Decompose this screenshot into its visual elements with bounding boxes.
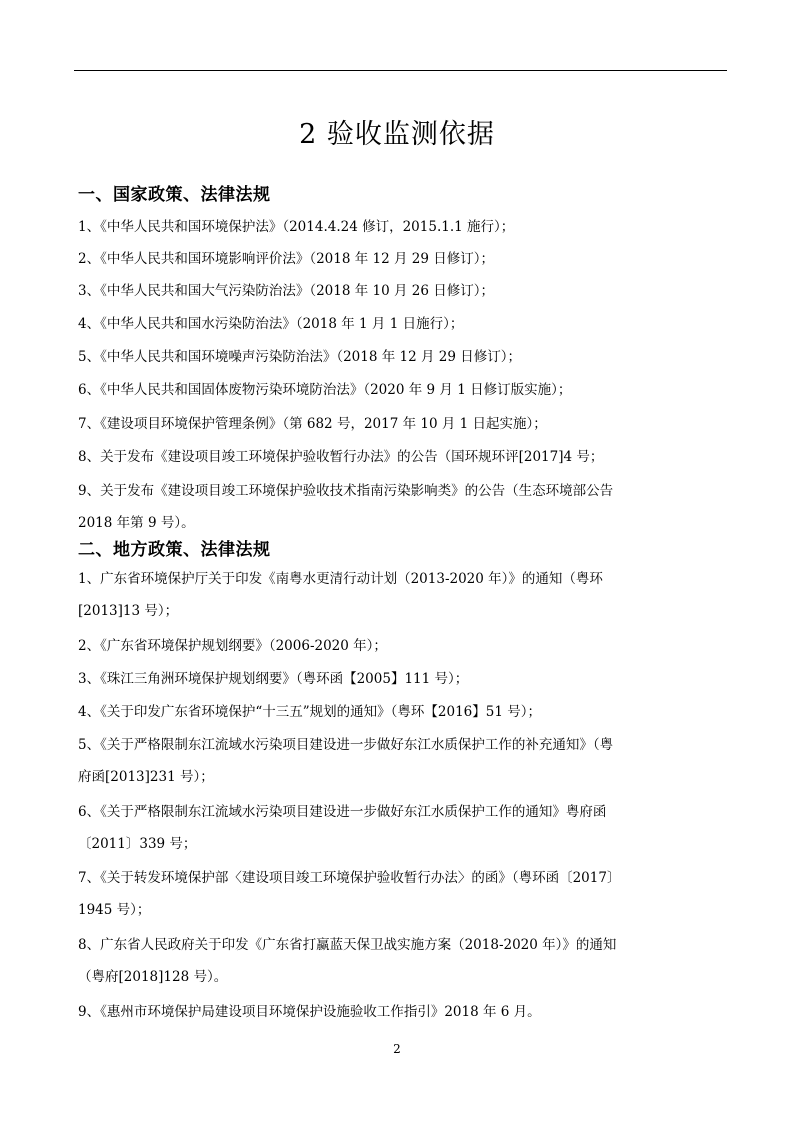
list-item <box>78 729 726 793</box>
list-item <box>78 408 726 440</box>
item-line: 3、《中华人民共和国大气污染防治法》（2018 年 10 月 26 日修订）； <box>78 283 495 299</box>
list-item <box>78 308 726 340</box>
item-line: 2018 年第 9 号）。 <box>78 515 195 531</box>
item-line: 1、广东省环境保护厅关于印发《南粤水更清行动计划（2013-2020 年）》的通知（粤环 <box>78 571 603 587</box>
page-number: 2 <box>393 1042 401 1056</box>
list-item <box>78 663 726 695</box>
list-item <box>78 441 726 473</box>
list-item <box>78 862 726 926</box>
item-line: （粤府[2018]128 号）。 <box>78 969 228 985</box>
item-line: 2、《中华人民共和国环境影响评价法》（2018 年 12 月 29 日修订）； <box>78 251 495 267</box>
item-line: 7、《关于转发环境保护部〈建设项目竣工环境保护验收暂行办法〉的函》（粤环函〔2017〕 <box>78 870 621 886</box>
list-item <box>78 211 726 243</box>
item-line: 9、关于发布《建设项目竣工环境保护验收技术指南污染影响类》的公告（生态环境部公告 <box>78 483 614 499</box>
item-line: 1、《中华人民共和国环境保护法》（2014.4.24 修订，2015.1.1 施行）； <box>78 219 515 235</box>
list-item <box>78 475 726 539</box>
item-line: 2、《广东省环境保护规划纲要》（2006-2020 年）； <box>78 638 387 654</box>
item-line: 1945 号）； <box>78 902 151 918</box>
list-item <box>78 341 726 373</box>
item-line: 8、关于发布《建设项目竣工环境保护验收暂行办法》的公告（国环规环评[2017]4 号； <box>78 449 604 465</box>
list-item <box>78 275 726 307</box>
item-line: 4、《中华人民共和国水污染防治法》（2018 年 1 月 1 日施行）； <box>78 316 464 332</box>
list-item <box>78 996 726 1028</box>
document-title: 2 验收监测依据 <box>299 119 495 150</box>
list-item <box>78 374 726 406</box>
item-line: 5、《中华人民共和国环境噪声污染防治法》（2018 年 12 月 29 日修订）； <box>78 349 522 365</box>
list-item <box>78 796 726 860</box>
item-line: 4、《关于印发广东省环境保护“十三五”规划的通知》（粤环【2016】51 号）； <box>78 704 541 720</box>
list-item <box>78 243 726 275</box>
item-line: [2013]13 号）； <box>78 603 179 619</box>
item-line: 5、《关于严格限制东江流域水污染项目建设进一步做好东江水质保护工作的补充通知》（粤 <box>78 737 614 753</box>
item-line: 9、《惠州市环境保护局建设项目环境保护设施验收工作指引》2018 年 6 月。 <box>78 1004 541 1020</box>
item-line: 7、《建设项目环境保护管理条例》（第 682 号，2017 年 10 月 1 日起实施）； <box>78 416 547 432</box>
list-item <box>78 563 726 627</box>
item-line: 府函[2013]231 号）； <box>78 769 214 785</box>
item-line: 3、《珠江三角洲环境保护规划纲要》（粤环函【2005】111 号）； <box>78 671 469 687</box>
list-item <box>78 929 726 993</box>
section-heading-national: 一、国家政策、法律法规 <box>78 185 271 205</box>
item-line: 6、《关于严格限制东江流域水污染项目建设进一步做好东江水质保护工作的通知》粤府函 <box>78 804 607 820</box>
section-heading-local: 二、地方政策、法律法规 <box>78 540 271 560</box>
list-item <box>78 696 726 728</box>
item-line: 6、《中华人民共和国固体废物污染环境防治法》（2020 年 9 月 1 日修订版实施）； <box>78 382 572 398</box>
header-rule <box>74 70 727 71</box>
list-item <box>78 630 726 662</box>
item-line: 〔2011〕339 号； <box>78 836 197 852</box>
item-line: 8、广东省人民政府关于印发《广东省打赢蓝天保卫战实施方案（2018-2020 年）》的通知 <box>78 937 617 953</box>
